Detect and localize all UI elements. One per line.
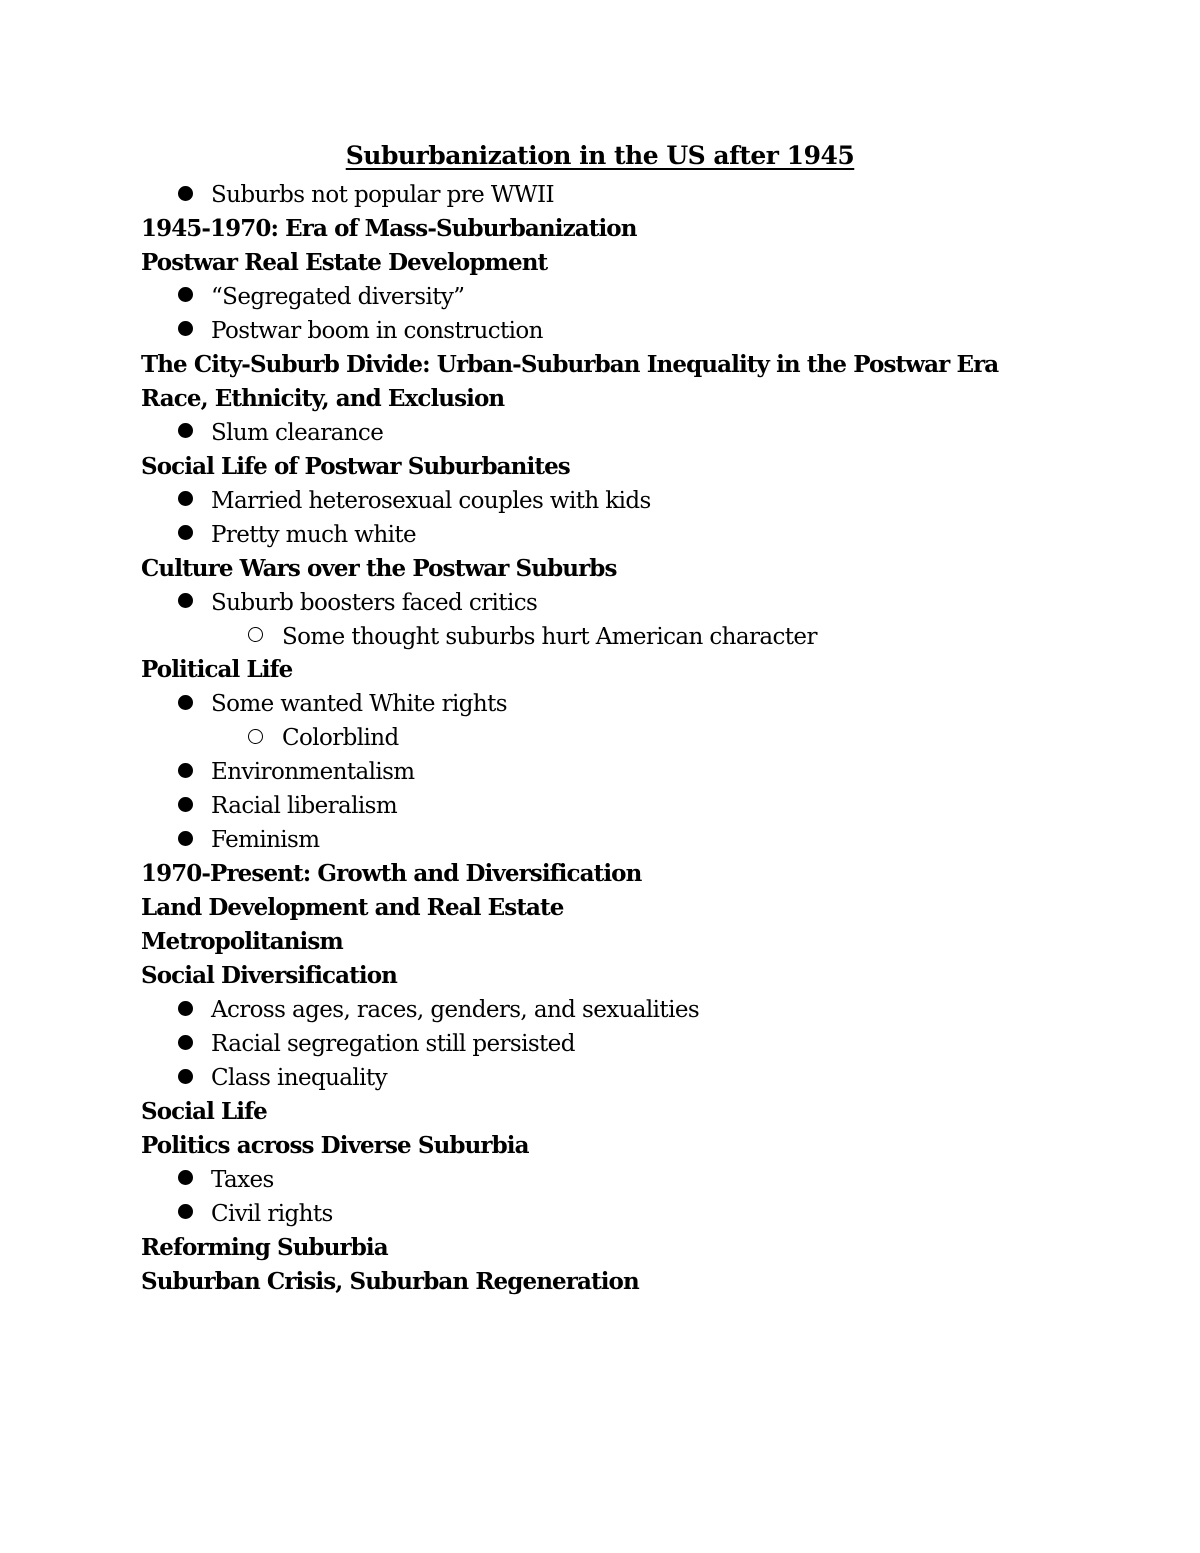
- filled-bullet-icon: [178, 1170, 193, 1185]
- section-heading: [141, 856, 641, 890]
- bullet-item: [178, 415, 383, 449]
- bullet-item: [178, 279, 464, 313]
- sub-bullet-item: [248, 619, 817, 653]
- bullet-text: Taxes: [211, 1166, 274, 1193]
- bullet-item: [178, 1162, 274, 1196]
- topic-heading: [141, 381, 504, 415]
- bullet-item: [178, 483, 651, 517]
- bullet-item: [178, 754, 415, 788]
- hollow-bullet-icon: [248, 627, 263, 642]
- filled-bullet-icon: [178, 321, 193, 336]
- bullet-item: [178, 177, 554, 211]
- bullet-text: Racial liberalism: [211, 793, 398, 820]
- bullet-item: [178, 1196, 333, 1230]
- topic-heading: [141, 347, 998, 381]
- filled-bullet-icon: [178, 695, 193, 710]
- hollow-bullet-icon: [248, 729, 263, 744]
- topic-heading-text: Postwar Real Estate Development: [141, 248, 548, 276]
- topic-heading-text: The City-Suburb Divide: Urban-Suburban Inequality in the Postwar Era: [141, 350, 999, 378]
- topic-heading-text: Social Life of Postwar Suburbanites: [141, 452, 570, 480]
- filled-bullet-icon: [178, 525, 193, 540]
- bullet-item: [178, 517, 416, 551]
- bullet-text: Suburbs not popular pre WWII: [211, 182, 554, 208]
- topic-heading-text: Social Life: [141, 1097, 267, 1125]
- topic-heading: [141, 924, 343, 958]
- bullet-text: Class inequality: [211, 1065, 387, 1091]
- bullet-text: Colorblind: [282, 725, 399, 752]
- bullet-text: Across ages, races, genders, and sexualities: [211, 997, 700, 1023]
- topic-heading-text: Metropolitanism: [141, 928, 343, 956]
- bullet-text: Suburb boosters faced critics: [211, 589, 538, 616]
- bullet-item: [178, 686, 507, 720]
- bullet-text: Environmentalism: [211, 759, 415, 786]
- bullet-text: Some thought suburbs hurt American character: [282, 623, 817, 650]
- topic-heading-text: Politics across Diverse Suburbia: [141, 1131, 529, 1159]
- filled-bullet-icon: [178, 1204, 193, 1219]
- bullet-item: [178, 585, 537, 619]
- section-heading-text: 1945-1970: Era of Mass-Suburbanization: [141, 215, 637, 242]
- bullet-item: [178, 822, 319, 856]
- topic-heading: [141, 449, 570, 483]
- topic-heading: [141, 1230, 388, 1264]
- filled-bullet-icon: [178, 593, 193, 608]
- bullet-item: [178, 1060, 387, 1094]
- filled-bullet-icon: [178, 186, 193, 201]
- filled-bullet-icon: [178, 423, 193, 438]
- filled-bullet-icon: [178, 1035, 193, 1050]
- bullet-text: “Segregated diversity”: [211, 283, 465, 310]
- document-title: Suburbanization in the US after 1945: [345, 141, 855, 170]
- topic-heading: [141, 652, 292, 686]
- bullet-text: Racial segregation still persisted: [211, 1031, 575, 1057]
- filled-bullet-icon: [178, 831, 193, 846]
- topic-heading: [141, 958, 397, 992]
- topic-heading: [141, 1128, 529, 1162]
- topic-heading: [141, 551, 617, 585]
- bullet-text: Civil rights: [211, 1200, 333, 1227]
- filled-bullet-icon: [178, 491, 193, 506]
- bullet-text: Postwar boom in construction: [211, 317, 543, 344]
- bullet-text: Some wanted White rights: [211, 691, 507, 718]
- section-heading: [141, 211, 637, 245]
- topic-heading-text: Culture Wars over the Postwar Suburbs: [141, 554, 617, 582]
- filled-bullet-icon: [178, 763, 193, 778]
- bullet-item: [178, 992, 699, 1026]
- bullet-text: Slum clearance: [211, 419, 384, 446]
- bullet-item: [178, 313, 543, 347]
- filled-bullet-icon: [178, 1069, 193, 1084]
- topic-heading-text: Race, Ethnicity, and Exclusion: [141, 384, 505, 412]
- bullet-text: Married heterosexual couples with kids: [211, 487, 651, 514]
- topic-heading-text: Land Development and Real Estate: [141, 894, 564, 922]
- filled-bullet-icon: [178, 287, 193, 302]
- topic-heading: [141, 890, 564, 924]
- topic-heading-text: Reforming Suburbia: [141, 1233, 388, 1261]
- section-heading: [141, 1264, 639, 1298]
- bullet-text: Feminism: [211, 827, 320, 854]
- section-heading-text: 1970-Present: Growth and Diversification: [141, 860, 642, 888]
- topic-heading: [141, 245, 547, 279]
- topic-heading: [141, 1094, 267, 1128]
- bullet-text: Pretty much white: [211, 521, 417, 548]
- topic-heading-text: Social Diversification: [141, 962, 397, 990]
- section-heading-text: Suburban Crisis, Suburban Regeneration: [141, 1267, 639, 1295]
- filled-bullet-icon: [178, 797, 193, 812]
- topic-heading-text: Political Life: [141, 656, 293, 684]
- bullet-item: [178, 1026, 575, 1060]
- sub-bullet-item: [248, 720, 399, 754]
- bullet-item: [178, 788, 397, 822]
- filled-bullet-icon: [178, 1001, 193, 1016]
